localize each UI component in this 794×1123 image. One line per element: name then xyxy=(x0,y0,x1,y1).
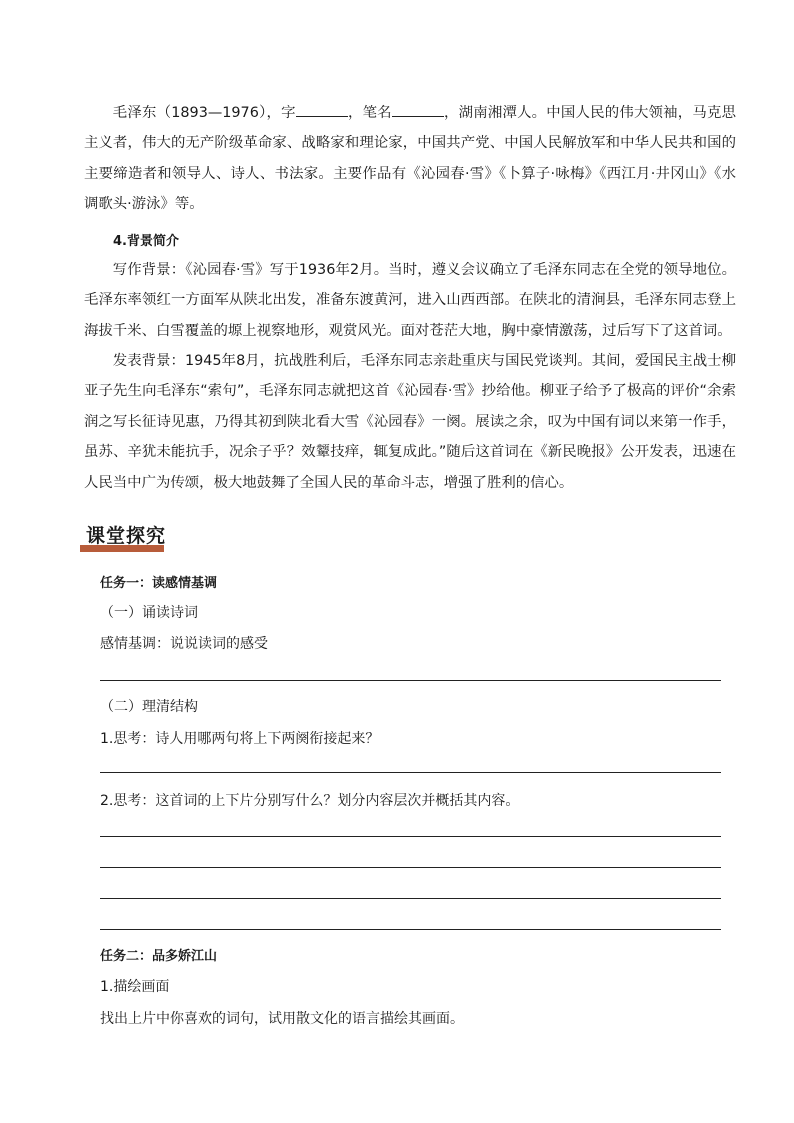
task1-subsection-recite: （一）诵读诗词 xyxy=(100,605,198,621)
section-title: 课堂探究 xyxy=(86,525,167,547)
task2-subsection-depict: 1.描绘画面 xyxy=(100,979,170,995)
answer-line[interactable] xyxy=(100,772,721,773)
task1-subsection-structure: （二）理清结构 xyxy=(100,699,198,715)
author-intro-text-a: 毛泽东（1893—1976），字 xyxy=(112,105,296,121)
answer-line[interactable] xyxy=(100,867,721,868)
answer-line[interactable] xyxy=(100,929,721,930)
answer-line[interactable] xyxy=(100,680,721,681)
publishing-background-paragraph: 发表背景：1945年8月，抗战胜利后，毛泽东同志亲赴重庆与国民党谈判。其间，爱国民主战士柳亚子先生向毛泽东“索句”，毛泽东同志就把这首《沁园春·雪》抄给他。柳亚子给予了极高的评价“余索润之写长征诗见惠，乃得其初到陕北看大雪《沁园春》一阕。展读之余，叹为中国有词以来第一作手，虽苏、辛犹未能抗手，况余子乎？效颦技痒，辄复成此。”随后这首词在《新民晚报》公开发表，迅速在人民当中广为传颂，极大地鼓舞了全国人民的革命斗志，增强了胜利的信心。 xyxy=(84,353,736,491)
answer-line[interactable] xyxy=(100,898,721,899)
background-heading: 4.背景简介 xyxy=(113,234,179,249)
author-intro-paragraph xyxy=(84,98,736,220)
author-intro-text-c: ，湖南湘潭人。中国人民的伟大领袖，马克思主义者，伟大的无产阶级革命家、战略家和理论家，中国共产党、中国人民解放军和中华人民共和国的主要缔造者和领导人、诗人、书法家。主要作品有《沁园春·雪》《卜算子·咏梅》《西江月·井冈山》《水调歌头·游泳》等。 xyxy=(84,105,736,213)
writing-background-paragraph: 写作背景：《沁园春·雪》写于1936年2月。当时，遵义会议确立了毛泽东同志在全党的领导地位。毛泽东率领红一方面军从陕北出发，准备东渡黄河，进入山西西部。在陕北的清涧县，毛泽东同志登上海拔千米、白雪覆盖的塬上视察地形，观赏风光。面对苍茫大地，胸中豪情激荡，过后写下了这首词。 xyxy=(84,262,736,339)
pen-name-blank[interactable] xyxy=(392,102,444,117)
answer-line[interactable] xyxy=(100,836,721,837)
task2-title: 任务二：品多娇江山 xyxy=(100,949,218,964)
task1-title: 任务一：读感情基调 xyxy=(100,576,218,591)
structure-question-1: 1.思考：诗人用哪两句将上下两阕衔接起来？ xyxy=(100,731,380,747)
courtesy-name-blank[interactable] xyxy=(296,102,348,117)
depict-question: 找出上片中你喜欢的词句，试用散文化的语言描绘其画面。 xyxy=(100,1011,464,1027)
author-intro-text-b: ，笔名 xyxy=(347,105,392,121)
feeling-question: 感情基调：说说读词的感受 xyxy=(100,636,268,652)
structure-question-2: 2.思考：这首词的上下片分别写什么？划分内容层次并概括其内容。 xyxy=(100,793,520,809)
